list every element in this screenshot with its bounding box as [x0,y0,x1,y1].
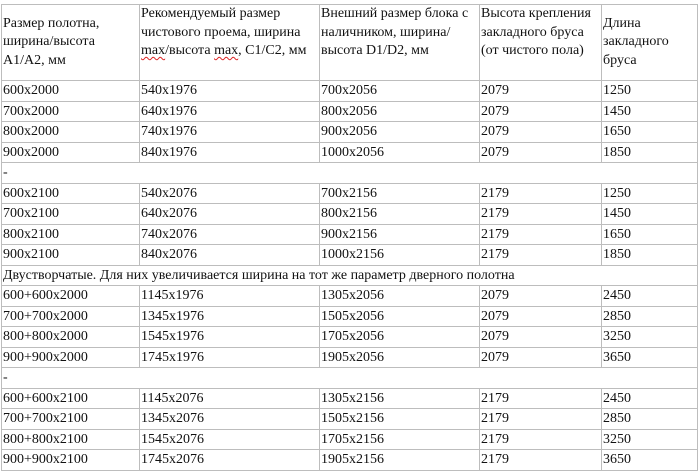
table-row [2,101,698,122]
cell-beam-height: 2079 [480,347,602,368]
cell-leaf-size: 800x2100 [2,224,140,245]
cell-opening-size: 640x1976 [140,101,320,122]
table-row [2,388,698,409]
cell-beam-length: 3650 [602,450,698,471]
cell-opening-size: 540x2076 [140,183,320,204]
table-row [2,204,698,225]
cell-beam-length: 2450 [602,388,698,409]
table-row [2,327,698,348]
table-row [2,450,698,471]
cell-leaf-size: 800x2000 [2,122,140,143]
cell-beam-height: 2179 [480,450,602,471]
cell-beam-length: 2850 [602,409,698,430]
cell-leaf-size: 900+900x2000 [2,347,140,368]
cell-beam-length: 1850 [602,142,698,163]
cell-leaf-size: 600+600x2000 [2,286,140,307]
spellcheck-word: max [141,43,166,58]
header-beam-length: Длина закладного бруса [602,5,698,81]
cell-beam-length: 1650 [602,224,698,245]
cell-opening-size: 1145x2076 [140,388,320,409]
cell-beam-height: 2079 [480,327,602,348]
table-row [2,429,698,450]
cell-leaf-size: 700+700x2000 [2,306,140,327]
header-leaf-size: Размер полотна, ширина/высота A1/A2, мм [2,5,140,81]
cell-opening-size: 840x1976 [140,142,320,163]
cell-beam-height: 2079 [480,122,602,143]
table-section-row [2,368,698,389]
table-row [2,81,698,102]
section-label: - [2,368,698,389]
cell-beam-length: 1450 [602,101,698,122]
table-row [2,142,698,163]
cell-outer-size: 1705x2056 [320,327,480,348]
header-opening-size [140,5,320,81]
table-row [2,286,698,307]
cell-outer-size: 700x2056 [320,81,480,102]
section-label: Двустворчатые. Для них увеличивается ширина на тот же параметр дверного полотна [2,265,698,286]
header-opening-text-1: Рекомендуемый размер чистового проема, ширина [141,6,301,40]
cell-opening-size: 1145x1976 [140,286,320,307]
header-opening-text-3: , C1/C2, мм [238,43,307,58]
cell-beam-length: 2450 [602,286,698,307]
cell-leaf-size: 800+800x2100 [2,429,140,450]
cell-beam-length: 1450 [602,204,698,225]
cell-beam-length: 3250 [602,429,698,450]
cell-leaf-size: 900x2000 [2,142,140,163]
cell-leaf-size: 600x2000 [2,81,140,102]
cell-outer-size: 1905x2156 [320,450,480,471]
cell-leaf-size: 700+700x2100 [2,409,140,430]
table-section-row [2,163,698,184]
cell-opening-size: 740x2076 [140,224,320,245]
header-outer-size: Внешний размер блока с наличником, ширина/высота D1/D2, мм [320,5,480,81]
cell-opening-size: 1345x2076 [140,409,320,430]
cell-beam-length: 3250 [602,327,698,348]
cell-beam-height: 2179 [480,183,602,204]
cell-outer-size: 1305x2056 [320,286,480,307]
cell-beam-height: 2179 [480,409,602,430]
table-row [2,245,698,266]
header-opening-text-2: /высота [165,43,215,58]
cell-opening-size: 540x1976 [140,81,320,102]
cell-opening-size: 1345x1976 [140,306,320,327]
cell-outer-size: 1705x2156 [320,429,480,450]
cell-beam-length: 1250 [602,81,698,102]
cell-outer-size: 700x2156 [320,183,480,204]
cell-outer-size: 1000x2056 [320,142,480,163]
cell-beam-height: 2179 [480,388,602,409]
cell-beam-length: 2850 [602,306,698,327]
cell-leaf-size: 700x2000 [2,101,140,122]
cell-beam-height: 2179 [480,245,602,266]
cell-beam-length: 1250 [602,183,698,204]
cell-beam-height: 2079 [480,286,602,307]
cell-leaf-size: 900+900x2100 [2,450,140,471]
cell-beam-height: 2179 [480,429,602,450]
table-row [2,224,698,245]
section-label: - [2,163,698,184]
cell-beam-height: 2079 [480,142,602,163]
table-header-row [2,5,698,81]
cell-outer-size: 1305x2156 [320,388,480,409]
cell-leaf-size: 600x2100 [2,183,140,204]
cell-beam-height: 2179 [480,224,602,245]
cell-opening-size: 1745x2076 [140,450,320,471]
cell-leaf-size: 700x2100 [2,204,140,225]
cell-outer-size: 1905x2056 [320,347,480,368]
cell-outer-size: 900x2056 [320,122,480,143]
cell-outer-size: 800x2156 [320,204,480,225]
cell-opening-size: 740x1976 [140,122,320,143]
cell-outer-size: 800x2056 [320,101,480,122]
cell-leaf-size: 600+600x2100 [2,388,140,409]
cell-opening-size: 840x2076 [140,245,320,266]
door-sizes-table [1,4,698,471]
cell-beam-height: 2079 [480,306,602,327]
cell-outer-size: 1505x2056 [320,306,480,327]
cell-outer-size: 900x2156 [320,224,480,245]
cell-opening-size: 640x2076 [140,204,320,225]
cell-leaf-size: 800+800x2000 [2,327,140,348]
cell-opening-size: 1745x1976 [140,347,320,368]
header-beam-height: Высота крепления закладного бруса (от чистого пола) [480,5,602,81]
table-row [2,409,698,430]
cell-beam-height: 2079 [480,81,602,102]
table-section-row [2,265,698,286]
cell-opening-size: 1545x2076 [140,429,320,450]
cell-leaf-size: 900x2100 [2,245,140,266]
table-row [2,122,698,143]
cell-beam-height: 2179 [480,204,602,225]
table-row [2,306,698,327]
cell-beam-length: 3650 [602,347,698,368]
cell-opening-size: 1545x1976 [140,327,320,348]
table-row [2,183,698,204]
cell-outer-size: 1505x2156 [320,409,480,430]
table-row [2,347,698,368]
cell-beam-height: 2079 [480,101,602,122]
cell-beam-length: 1650 [602,122,698,143]
cell-beam-length: 1850 [602,245,698,266]
cell-outer-size: 1000x2156 [320,245,480,266]
spellcheck-word: max [214,43,239,58]
